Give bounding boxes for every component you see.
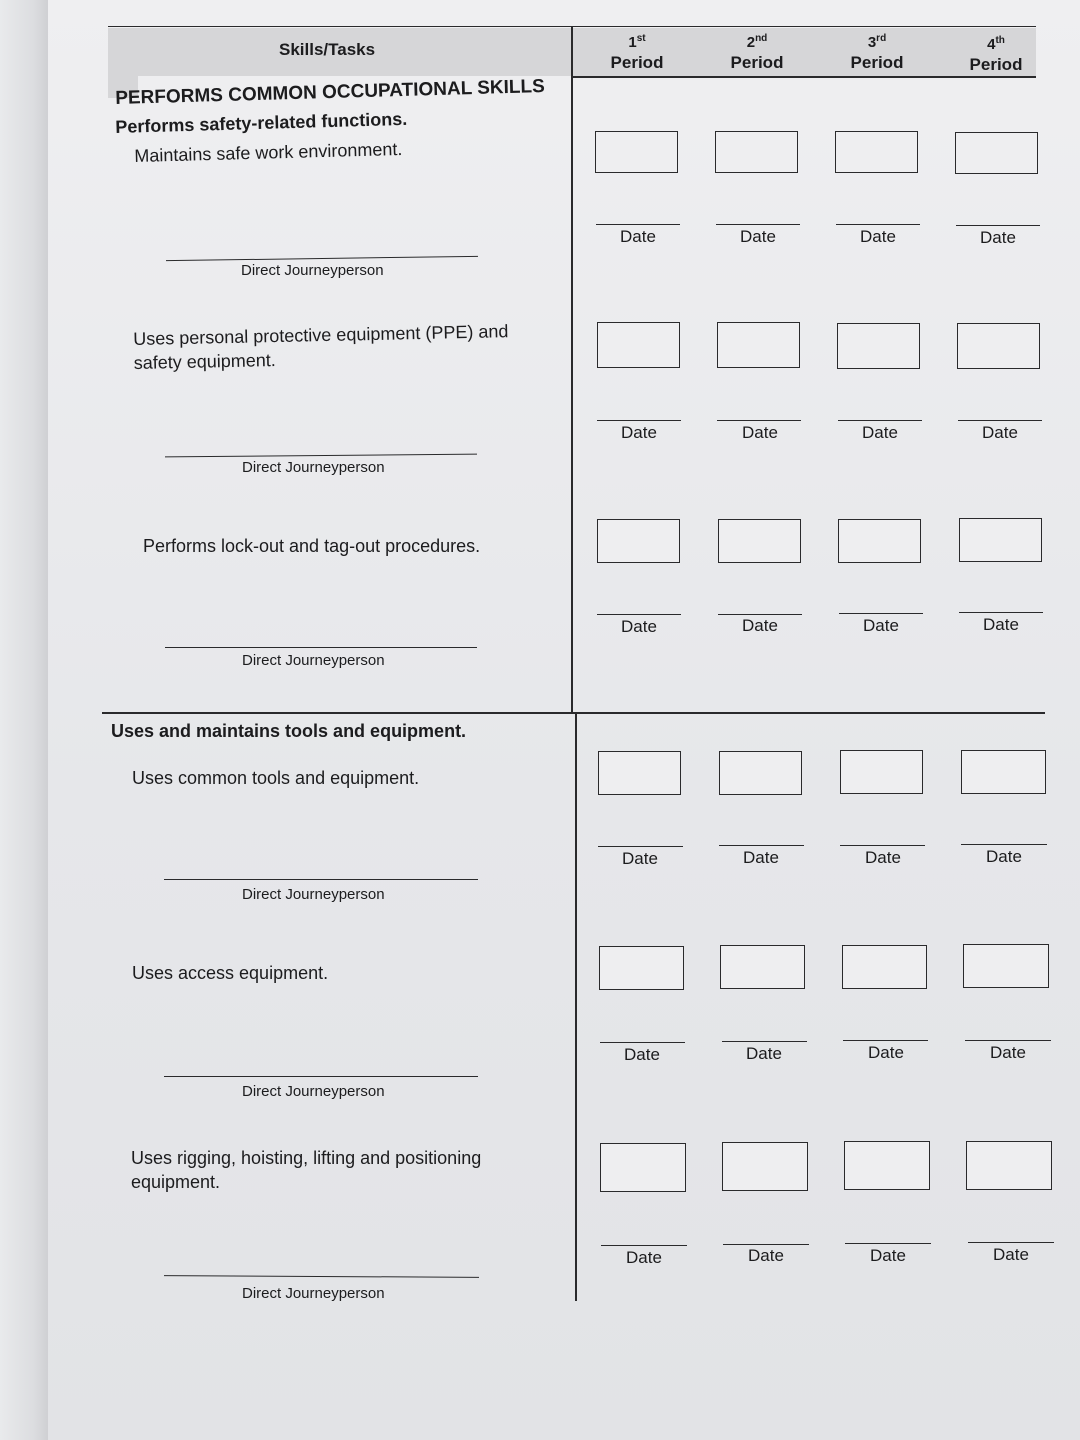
date-line[interactable] [723, 1244, 809, 1245]
section-title: PERFORMS COMMON OCCUPATIONAL SKILLS [115, 76, 546, 109]
task-safe-work-environment: Maintains safe work environment. [134, 138, 403, 166]
date-line[interactable] [843, 1040, 928, 1041]
date-line[interactable] [959, 612, 1043, 613]
date-label: Date [742, 616, 778, 635]
date-line[interactable] [840, 845, 925, 846]
date-label: Date [622, 849, 658, 868]
date-line[interactable] [718, 614, 802, 615]
date-line[interactable] [961, 844, 1047, 845]
direct-journeyperson-label: Direct Journeyperson [241, 262, 384, 279]
date-line[interactable] [601, 1245, 687, 1246]
period-4-number: 4 [987, 36, 996, 53]
date-line[interactable] [597, 420, 681, 421]
date-label: Date [740, 227, 776, 246]
date-label: Date [624, 1045, 660, 1064]
period-4-signoff-box[interactable] [961, 750, 1046, 794]
signature-line[interactable] [164, 1076, 478, 1077]
period-1-signoff-box[interactable] [599, 946, 684, 990]
date-label: Date [620, 227, 656, 246]
date-label: Date [626, 1248, 662, 1267]
column-divider-upper [571, 26, 573, 712]
date-line[interactable] [965, 1040, 1051, 1041]
period-1-label: Period [610, 53, 664, 72]
date-label: Date [621, 617, 657, 636]
date-label: Date [986, 847, 1022, 866]
date-label: Date [862, 423, 898, 442]
date-label: Date [865, 848, 901, 867]
period-3-signoff-box[interactable] [844, 1141, 930, 1190]
skills-tasks-heading: Skills/Tasks [279, 40, 376, 59]
group-divider [102, 712, 1045, 714]
period-4-signoff-box[interactable] [957, 323, 1040, 369]
direct-journeyperson-label: Direct Journeyperson [242, 886, 385, 903]
date-label: Date [980, 228, 1016, 247]
form-page [48, 0, 1080, 1440]
task-ppe: Uses personal protective equipment (PPE) and safety equipment. [133, 321, 509, 373]
date-label: Date [870, 1246, 906, 1265]
period-1-suffix: st [636, 33, 646, 44]
date-label: Date [743, 848, 779, 867]
date-line[interactable] [836, 224, 920, 225]
date-label: Date [993, 1245, 1029, 1264]
period-1-signoff-box[interactable] [595, 131, 678, 173]
date-label: Date [748, 1246, 784, 1265]
date-line[interactable] [600, 1042, 685, 1043]
period-4-signoff-box[interactable] [963, 944, 1049, 988]
period-4-suffix: th [995, 35, 1005, 46]
period-3-signoff-box[interactable] [840, 750, 923, 794]
period-1-signoff-box[interactable] [597, 519, 680, 563]
group-title-tools: Uses and maintains tools and equipment. [111, 721, 467, 741]
period-3-number: 3 [867, 34, 877, 51]
period-1-signoff-box[interactable] [600, 1143, 686, 1192]
period-3-suffix: rd [876, 33, 887, 44]
period-1-signoff-box[interactable] [597, 322, 680, 368]
period-2-label: Period [730, 53, 784, 72]
direct-journeyperson-label: Direct Journeyperson [242, 1083, 385, 1100]
task-common-tools: Uses common tools and equipment. [132, 768, 420, 788]
period-3-label: Period [850, 53, 904, 72]
signature-line[interactable] [164, 879, 478, 880]
signature-line[interactable] [165, 647, 477, 648]
period-3-heading [832, 33, 922, 73]
task-rigging-hoisting: Uses rigging, hoisting, lifting and positioning equipment. [131, 1148, 482, 1192]
date-label: Date [990, 1043, 1026, 1062]
date-line[interactable] [956, 225, 1040, 226]
period-4-signoff-box[interactable] [966, 1141, 1052, 1190]
date-line[interactable] [845, 1243, 931, 1244]
binding-spine [0, 0, 48, 1440]
date-line[interactable] [596, 224, 680, 225]
period-2-number: 2 [746, 34, 756, 51]
date-label: Date [860, 227, 896, 246]
date-line[interactable] [719, 845, 804, 846]
date-label: Date [983, 615, 1019, 634]
date-line[interactable] [717, 420, 801, 421]
date-label: Date [863, 616, 899, 635]
period-2-signoff-box[interactable] [715, 131, 798, 173]
date-line[interactable] [838, 420, 922, 421]
task-access-equipment: Uses access equipment. [132, 963, 329, 983]
period-4-label: Period [969, 55, 1023, 74]
date-line[interactable] [716, 224, 800, 225]
period-2-signoff-box[interactable] [720, 945, 805, 989]
period-3-signoff-box[interactable] [835, 131, 918, 173]
column-divider-lower [575, 713, 577, 1301]
date-label: Date [621, 423, 657, 442]
date-line[interactable] [598, 846, 683, 847]
group-title-safety: Performs safety-related functions. [115, 108, 408, 137]
direct-journeyperson-label: Direct Journeyperson [242, 652, 385, 669]
period-4-signoff-box[interactable] [959, 518, 1042, 562]
date-label: Date [742, 423, 778, 442]
period-4-heading [951, 35, 1041, 75]
direct-journeyperson-label: Direct Journeyperson [242, 459, 385, 476]
period-3-signoff-box[interactable] [838, 519, 921, 563]
date-label: Date [982, 423, 1018, 442]
period-1-heading [592, 33, 682, 73]
date-line[interactable] [597, 614, 681, 615]
period-1-number: 1 [628, 34, 637, 51]
header-bottom-rule [572, 76, 1036, 78]
period-4-signoff-box[interactable] [955, 132, 1038, 174]
period-2-signoff-box[interactable] [718, 519, 801, 563]
date-line[interactable] [958, 420, 1042, 421]
direct-journeyperson-label: Direct Journeyperson [242, 1285, 385, 1302]
period-1-signoff-box[interactable] [598, 751, 681, 795]
date-line[interactable] [839, 613, 923, 614]
date-line[interactable] [722, 1041, 807, 1042]
period-2-signoff-box[interactable] [719, 751, 802, 795]
date-label: Date [868, 1043, 904, 1062]
date-line[interactable] [968, 1242, 1054, 1243]
period-2-signoff-box[interactable] [722, 1142, 808, 1191]
period-2-suffix: nd [755, 33, 768, 44]
period-2-heading [712, 33, 802, 73]
period-3-signoff-box[interactable] [837, 323, 920, 369]
task-lockout-tagout: Performs lock-out and tag-out procedures. [143, 536, 481, 556]
period-3-signoff-box[interactable] [842, 945, 927, 989]
date-label: Date [746, 1044, 782, 1063]
period-2-signoff-box[interactable] [717, 322, 800, 368]
